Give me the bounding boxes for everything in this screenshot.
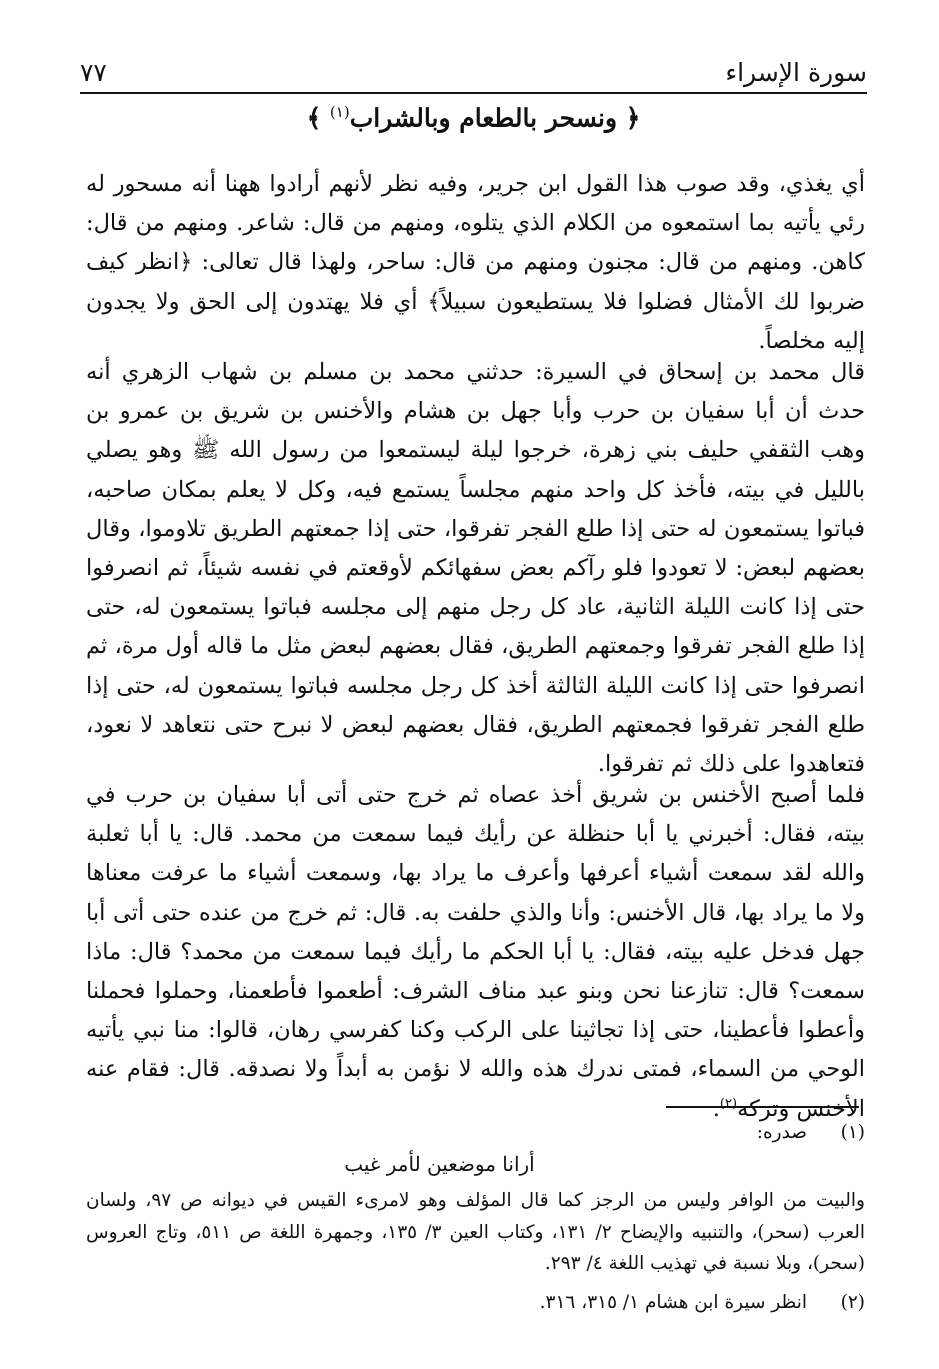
header-divider xyxy=(80,92,867,94)
footnote-1-label: صدره: xyxy=(756,1122,807,1143)
verse-close: ﴾ xyxy=(306,103,330,133)
footnote-1-number: (١) xyxy=(840,1122,865,1143)
footnote-ref-1[interactable]: (١) xyxy=(329,103,350,121)
surah-title: سورة الإسراء xyxy=(725,58,867,87)
footnote-2 xyxy=(86,1288,865,1317)
footnote-1-poem: أرانا موضعين لأمر غيب xyxy=(344,1152,535,1176)
quran-verse xyxy=(80,103,867,132)
paragraph-3 xyxy=(86,776,865,1129)
footnote-1-body: والبيت من الوافر وليس من الرجز كما قال المؤلف وهو لامرىء القيس في ديوانه ص ٩٧، ولسان العرب (سحر)، والتنبيه والإيضاح ٢/ ١٣١، وكتاب العين ٣/ ١٣٥، وجمهرة اللغة ص ٥١١، وتاج العروس (سحر)، وبلا نسبة في تهذيب اللغة ٤/ ٢٩٣. xyxy=(86,1190,865,1274)
footnote-ref-2[interactable]: (٢) xyxy=(719,1096,738,1112)
footnote-divider xyxy=(666,1106,859,1108)
footnote-2-body: انظر سيرة ابن هشام ١/ ٣١٥، ٣١٦. xyxy=(539,1292,807,1313)
footnote-2-number: (٢) xyxy=(840,1292,865,1313)
paragraph-1: أي يغذي، وقد صوب هذا القول ابن جرير، وفيه نظر لأنهم أرادوا ههنا أنه مسحور له رئي يأتيه بما استمعوه من الكلام الذي يتلوه، ومنهم من قال: شاعر. ومنهم من قال: كاهن. ومنهم من قال: مجنون ومنهم من قال: ساحر، ولهذا قال تعالى: ﴿انظر كيف ضربوا لك الأمثال فضلوا فلا يستطيعون سبيلاً﴾ أي فلا يهتدون إلى الحق ولا يجدون إليه مخلصاً. xyxy=(86,171,865,354)
verse-text: ﴿ ونسحر بالطعام وبالشراب xyxy=(349,103,641,133)
footnote-1 xyxy=(86,1118,865,1147)
page-number: ٧٧ xyxy=(80,58,107,87)
page-header xyxy=(80,56,867,96)
paragraph-2: قال محمد بن إسحاق في السيرة: حدثني محمد بن مسلم بن شهاب الزهري أنه حدث أن أبا سفيان بن حرب وأبا جهل بن هشام والأخنس بن شريق بن عمرو بن وهب الثقفي حليف بني زهرة، خرجوا ليلة ليستمعوا من رسول الله ﷺ وهو يصلي بالليل في بيته، فأخذ كل واحد منهم مجلساً يستمع فيه، وكل لا يعلم بمكان صاحبه، فباتوا يستمعون له حتى إذا طلع الفجر تفرقوا، حتى إذا جمعتهم الطريق تلاوموا، وقال بعضهم لبعض: لا تعودوا فلو رآكم بعض سفهائكم لأوقعتم في نفسه شيئاً، ثم انصرفوا حتى إذا كانت الليلة الثانية، عاد كل رجل منهم إلى مجلسه فباتوا يستمعون له، حتى إذا طلع الفجر تفرقوا وجمعتهم الطريق، فقال بعضهم لبعض مثل ما قاله أول مرة، ثم انصرفوا حتى إذا كانت الليلة الثالثة أخذ كل رجل مجلسه فباتوا يستمعون له، حتى إذا طلع الفجر تفرقوا فجمعتهم الطريق، فقال بعضهم لبعض لا نبرح حتى نتعاهد لا نعود، فتعاهدوا على ذلك ثم تفرقوا. xyxy=(86,359,865,778)
paragraph-3-text: فلما أصبح الأخنس بن شريق أخذ عصاه ثم خرج حتى أتى أبا سفيان بن حرب في بيته، فقال: أخبرني يا أبا حنظلة عن رأيك فيما سمعت من محمد. قال: يا أبا ثعلبة والله لقد سمعت أشياء أعرفها وأعرف ما يراد بها، وسمعت أشياء ما عرفت معناها ولا ما يراد بها، قال الأخنس: وأنا والذي حلفت به. قال: ثم خرج من عنده حتى أتى أبا جهل فدخل عليه بيته، فقال: يا أبا الحكم ما رأيك فيما سمعت من محمد؟ قال: ماذا سمعت؟ قال: تنازعنا نحن وبنو عبد مناف الشرف: أطعموا فأطعمنا، وحملوا فحملنا وأعطوا فأعطينا، حتى إذا تجاثينا على الركب وكنا كفرسي رهان، قالوا: منا نبي يأتيه الوحي من السماء، فمتى ندرك هذه والله لا نؤمن به أبداً ولا نصدقه. قال: فقام عنه الأخنس وتركه xyxy=(86,782,866,1122)
paragraph-3-end: . xyxy=(712,1095,720,1122)
